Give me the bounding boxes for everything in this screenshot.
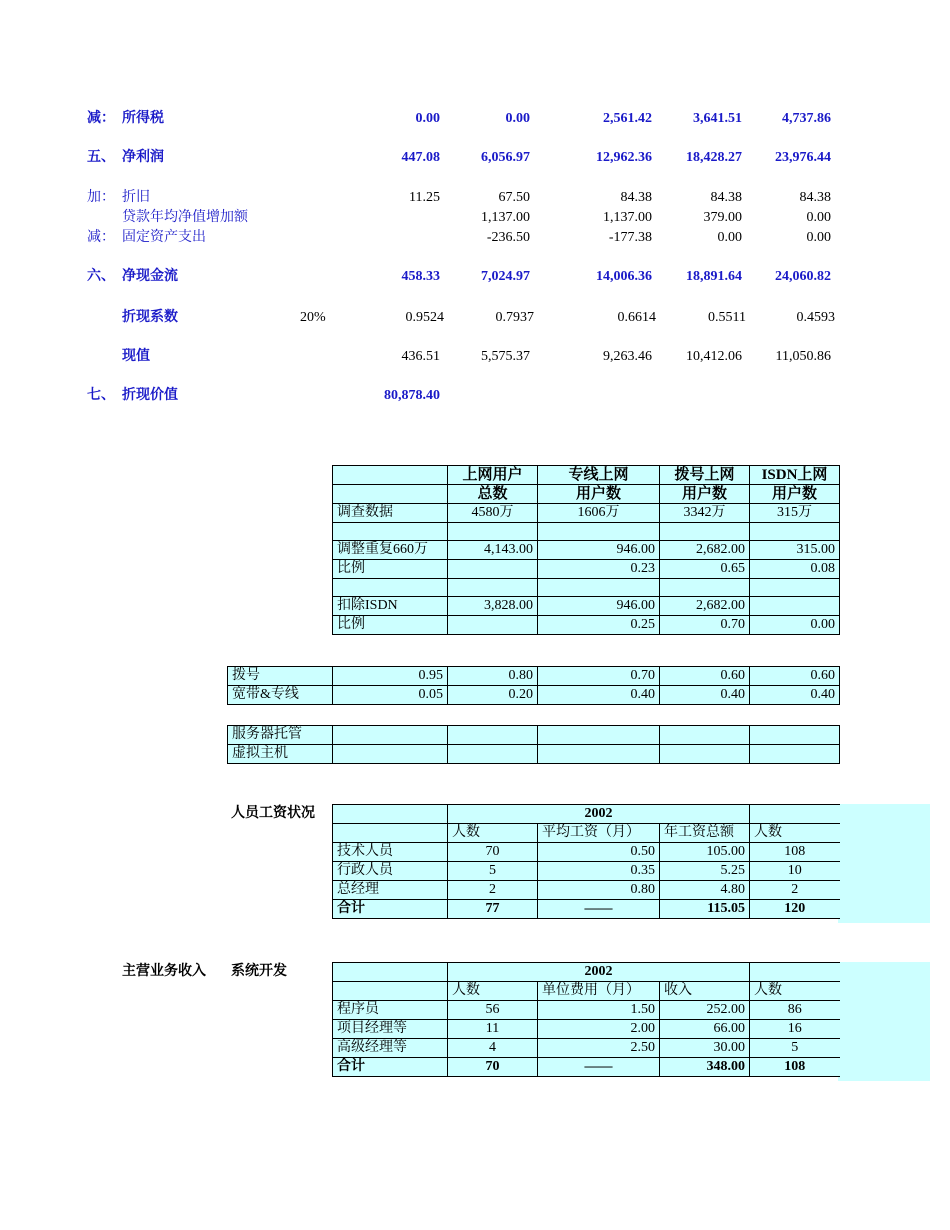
tax-value: 0.00 bbox=[505, 111, 530, 126]
table-cell: 4.80 bbox=[660, 881, 750, 900]
staff-overflow-fill bbox=[838, 804, 930, 923]
ratio-table bbox=[227, 666, 840, 705]
table-cell: 70 bbox=[448, 1058, 538, 1077]
table-cell: 2,682.00 bbox=[660, 541, 750, 560]
net-cash-value: 458.33 bbox=[401, 269, 440, 284]
header-cell: 总数 bbox=[448, 485, 538, 504]
table-row bbox=[333, 824, 840, 843]
row-label: 比例 bbox=[333, 616, 448, 635]
row-label: 宽带&专线 bbox=[228, 686, 333, 705]
depreciation-label: 折旧 bbox=[122, 190, 150, 205]
table-cell: 11 bbox=[448, 1020, 538, 1039]
header-cell: ISDN上网 bbox=[750, 466, 840, 485]
revenue-table bbox=[332, 962, 840, 1077]
row-label: 调整重复660万 bbox=[333, 541, 448, 560]
header-cell: 人数 bbox=[750, 982, 840, 1001]
table-cell: 2.50 bbox=[538, 1039, 660, 1058]
header-cell bbox=[333, 963, 448, 982]
header-cell: 年工资总额 bbox=[660, 824, 750, 843]
table-row bbox=[228, 745, 840, 764]
loan-value: 1,137.00 bbox=[603, 210, 652, 225]
table-cell bbox=[660, 523, 750, 541]
table-cell: 315万 bbox=[750, 504, 840, 523]
table-row bbox=[333, 805, 840, 824]
row-label: 服务器托管 bbox=[228, 726, 333, 745]
table-cell: 5 bbox=[750, 1039, 840, 1058]
table-row bbox=[228, 726, 840, 745]
header-cell bbox=[333, 485, 448, 504]
table-row bbox=[333, 963, 840, 982]
discount-label: 折现系数 bbox=[122, 310, 178, 325]
row-label bbox=[333, 523, 448, 541]
table-cell: 0.70 bbox=[538, 667, 660, 686]
table-row bbox=[333, 881, 840, 900]
total-label: 合计 bbox=[333, 1058, 448, 1077]
table-cell: 0.05 bbox=[333, 686, 448, 705]
table-cell: 0.40 bbox=[750, 686, 840, 705]
capex-value: 0.00 bbox=[717, 230, 742, 245]
row-label bbox=[333, 579, 448, 597]
table-row bbox=[333, 523, 840, 541]
row-label: 虚拟主机 bbox=[228, 745, 333, 764]
table-cell: 0.20 bbox=[448, 686, 538, 705]
header-cell bbox=[333, 805, 448, 824]
table-cell: 4,143.00 bbox=[448, 541, 538, 560]
net-profit-value: 18,428.27 bbox=[686, 150, 742, 165]
table-cell: 2.00 bbox=[538, 1020, 660, 1039]
hosting-table bbox=[227, 725, 840, 764]
net-profit-value: 23,976.44 bbox=[775, 150, 831, 165]
depreciation-value: 67.50 bbox=[498, 190, 530, 205]
tax-prefix: 减： bbox=[87, 111, 115, 126]
table-cell: 0.40 bbox=[538, 686, 660, 705]
row-label: 行政人员 bbox=[333, 862, 448, 881]
table-cell: 108 bbox=[750, 1058, 840, 1077]
tax-label: 所得税 bbox=[122, 111, 164, 126]
table-cell: 66.00 bbox=[660, 1020, 750, 1039]
capex-prefix: 减： bbox=[87, 230, 115, 245]
table-row bbox=[333, 504, 840, 523]
table-cell: 1.50 bbox=[538, 1001, 660, 1020]
row-label: 调查数据 bbox=[333, 504, 448, 523]
table-row bbox=[333, 1058, 840, 1077]
header-cell: 用户数 bbox=[538, 485, 660, 504]
table-row bbox=[333, 1001, 840, 1020]
table-row bbox=[333, 579, 840, 597]
header-cell bbox=[333, 982, 448, 1001]
header-cell bbox=[333, 824, 448, 843]
table-cell: 0.08 bbox=[750, 560, 840, 579]
discount-value: 0.5511 bbox=[708, 310, 746, 325]
tax-value: 3,641.51 bbox=[693, 111, 742, 126]
table-cell: 315.00 bbox=[750, 541, 840, 560]
users-table bbox=[332, 465, 840, 635]
row-label: 高级经理等 bbox=[333, 1039, 448, 1058]
header-cell: 人数 bbox=[750, 824, 840, 843]
table-row bbox=[333, 616, 840, 635]
table-row bbox=[333, 862, 840, 881]
table-cell: 2 bbox=[448, 881, 538, 900]
net-cash-value: 14,006.36 bbox=[596, 269, 652, 284]
net-profit-value: 6,056.97 bbox=[481, 150, 530, 165]
table-cell: 56 bbox=[448, 1001, 538, 1020]
revenue-subtitle: 系统开发 bbox=[231, 964, 287, 979]
table-cell: 0.35 bbox=[538, 862, 660, 881]
table-cell: 0.70 bbox=[660, 616, 750, 635]
table-row bbox=[333, 982, 840, 1001]
present-value-label: 现值 bbox=[122, 349, 150, 364]
tax-value: 4,737.86 bbox=[782, 111, 831, 126]
table-cell: 946.00 bbox=[538, 541, 660, 560]
table-cell bbox=[750, 579, 840, 597]
table-row bbox=[228, 667, 840, 686]
table-cell: 16 bbox=[750, 1020, 840, 1039]
row-label: 比例 bbox=[333, 560, 448, 579]
table-cell bbox=[448, 616, 538, 635]
table-cell bbox=[538, 579, 660, 597]
table-cell bbox=[448, 726, 538, 745]
row-label: 总经理 bbox=[333, 881, 448, 900]
table-cell bbox=[660, 579, 750, 597]
table-cell bbox=[448, 560, 538, 579]
table-cell bbox=[448, 579, 538, 597]
capex-label: 固定资产支出 bbox=[122, 230, 206, 245]
table-cell bbox=[448, 745, 538, 764]
npv-prefix: 七、 bbox=[87, 388, 115, 403]
net-profit-label: 净利润 bbox=[122, 150, 164, 165]
table-cell: 120 bbox=[750, 900, 840, 919]
header-cell: 用户数 bbox=[750, 485, 840, 504]
table-cell: 0.00 bbox=[750, 616, 840, 635]
table-cell bbox=[660, 726, 750, 745]
table-cell: 86 bbox=[750, 1001, 840, 1020]
table-cell: 77 bbox=[448, 900, 538, 919]
present-value: 10,412.06 bbox=[686, 349, 742, 364]
tax-value: 2,561.42 bbox=[603, 111, 652, 126]
table-row bbox=[333, 1039, 840, 1058]
table-cell: 3342万 bbox=[660, 504, 750, 523]
table-row bbox=[333, 1020, 840, 1039]
header-cell: 人数 bbox=[448, 824, 538, 843]
table-cell bbox=[538, 523, 660, 541]
header-cell: 上网用户 bbox=[448, 466, 538, 485]
loan-value: 1,137.00 bbox=[481, 210, 530, 225]
depreciation-value: 84.38 bbox=[710, 190, 742, 205]
net-profit-prefix: 五、 bbox=[87, 150, 115, 165]
net-cash-value: 18,891.64 bbox=[686, 269, 742, 284]
capex-value: 0.00 bbox=[806, 230, 831, 245]
table-cell: 0.65 bbox=[660, 560, 750, 579]
present-value: 436.51 bbox=[401, 349, 440, 364]
header-cell bbox=[750, 805, 840, 824]
table-cell bbox=[750, 745, 840, 764]
table-cell bbox=[333, 726, 448, 745]
total-label: 合计 bbox=[333, 900, 448, 919]
table-cell: 0.95 bbox=[333, 667, 448, 686]
depreciation-prefix: 加： bbox=[87, 190, 115, 205]
table-cell: 0.50 bbox=[538, 843, 660, 862]
year-header: 2002 bbox=[448, 963, 750, 982]
net-cash-value: 7,024.97 bbox=[481, 269, 530, 284]
revenue-overflow-fill bbox=[838, 962, 930, 1081]
loan-value: 379.00 bbox=[703, 210, 742, 225]
table-cell: 0.40 bbox=[660, 686, 750, 705]
header-cell: 单位费用（月） bbox=[538, 982, 660, 1001]
npv-value: 80,878.40 bbox=[384, 388, 440, 403]
table-cell: 4 bbox=[448, 1039, 538, 1058]
table-cell: 946.00 bbox=[538, 597, 660, 616]
table-cell: 3,828.00 bbox=[448, 597, 538, 616]
table-cell bbox=[333, 745, 448, 764]
table-cell: 252.00 bbox=[660, 1001, 750, 1020]
net-profit-value: 447.08 bbox=[401, 150, 440, 165]
table-row bbox=[333, 466, 840, 485]
depreciation-value: 84.38 bbox=[799, 190, 831, 205]
table-cell: 0.80 bbox=[448, 667, 538, 686]
header-cell bbox=[333, 466, 448, 485]
table-cell: 70 bbox=[448, 843, 538, 862]
header-cell: 专线上网 bbox=[538, 466, 660, 485]
discount-value: 0.6614 bbox=[617, 310, 656, 325]
year-header: 2002 bbox=[448, 805, 750, 824]
depreciation-value: 11.25 bbox=[409, 190, 440, 205]
table-row bbox=[333, 900, 840, 919]
table-row bbox=[333, 843, 840, 862]
table-cell: 5 bbox=[448, 862, 538, 881]
table-cell: 10 bbox=[750, 862, 840, 881]
row-label: 拨号 bbox=[228, 667, 333, 686]
table-cell bbox=[538, 726, 660, 745]
table-cell: —— bbox=[538, 1058, 660, 1077]
loan-label: 贷款年均净值增加额 bbox=[122, 210, 248, 225]
tax-value: 0.00 bbox=[415, 111, 440, 126]
present-value: 11,050.86 bbox=[775, 349, 831, 364]
header-cell bbox=[750, 963, 840, 982]
table-row bbox=[333, 560, 840, 579]
capex-value: -236.50 bbox=[486, 230, 530, 245]
table-cell: 0.23 bbox=[538, 560, 660, 579]
loan-value: 0.00 bbox=[806, 210, 831, 225]
discount-rate: 20% bbox=[300, 310, 326, 325]
table-cell bbox=[448, 523, 538, 541]
net-cash-label: 净现金流 bbox=[122, 269, 178, 284]
header-cell: 拨号上网 bbox=[660, 466, 750, 485]
net-cash-prefix: 六、 bbox=[87, 269, 115, 284]
staff-title: 人员工资状况 bbox=[231, 806, 315, 821]
revenue-title: 主营业务收入 bbox=[122, 964, 206, 979]
discount-value: 0.4593 bbox=[796, 310, 835, 325]
net-cash-value: 24,060.82 bbox=[775, 269, 831, 284]
table-cell: 4580万 bbox=[448, 504, 538, 523]
table-cell bbox=[660, 745, 750, 764]
row-label: 项目经理等 bbox=[333, 1020, 448, 1039]
depreciation-value: 84.38 bbox=[620, 190, 652, 205]
row-label: 扣除ISDN bbox=[333, 597, 448, 616]
net-profit-value: 12,962.36 bbox=[596, 150, 652, 165]
table-cell: 108 bbox=[750, 843, 840, 862]
table-cell: 30.00 bbox=[660, 1039, 750, 1058]
table-cell bbox=[750, 597, 840, 616]
table-cell: 0.25 bbox=[538, 616, 660, 635]
table-cell: 105.00 bbox=[660, 843, 750, 862]
table-cell: 2,682.00 bbox=[660, 597, 750, 616]
header-cell: 收入 bbox=[660, 982, 750, 1001]
table-cell: 0.60 bbox=[750, 667, 840, 686]
table-cell: 5.25 bbox=[660, 862, 750, 881]
header-cell: 平均工资（月） bbox=[538, 824, 660, 843]
table-cell: 115.05 bbox=[660, 900, 750, 919]
table-cell bbox=[750, 523, 840, 541]
table-cell: 0.80 bbox=[538, 881, 660, 900]
npv-label: 折现价值 bbox=[122, 388, 178, 403]
table-row bbox=[228, 686, 840, 705]
header-cell: 用户数 bbox=[660, 485, 750, 504]
table-cell: 348.00 bbox=[660, 1058, 750, 1077]
present-value: 9,263.46 bbox=[603, 349, 652, 364]
table-cell: 1606万 bbox=[538, 504, 660, 523]
staff-table bbox=[332, 804, 840, 919]
table-cell bbox=[750, 726, 840, 745]
discount-value: 0.7937 bbox=[495, 310, 534, 325]
header-cell: 人数 bbox=[448, 982, 538, 1001]
table-row bbox=[333, 597, 840, 616]
table-cell: 0.60 bbox=[660, 667, 750, 686]
discount-value: 0.9524 bbox=[405, 310, 444, 325]
table-cell: —— bbox=[538, 900, 660, 919]
table-cell bbox=[538, 745, 660, 764]
row-label: 程序员 bbox=[333, 1001, 448, 1020]
present-value: 5,575.37 bbox=[481, 349, 530, 364]
table-row bbox=[333, 541, 840, 560]
row-label: 技术人员 bbox=[333, 843, 448, 862]
capex-value: -177.38 bbox=[608, 230, 652, 245]
table-row bbox=[333, 485, 840, 504]
table-cell: 2 bbox=[750, 881, 840, 900]
